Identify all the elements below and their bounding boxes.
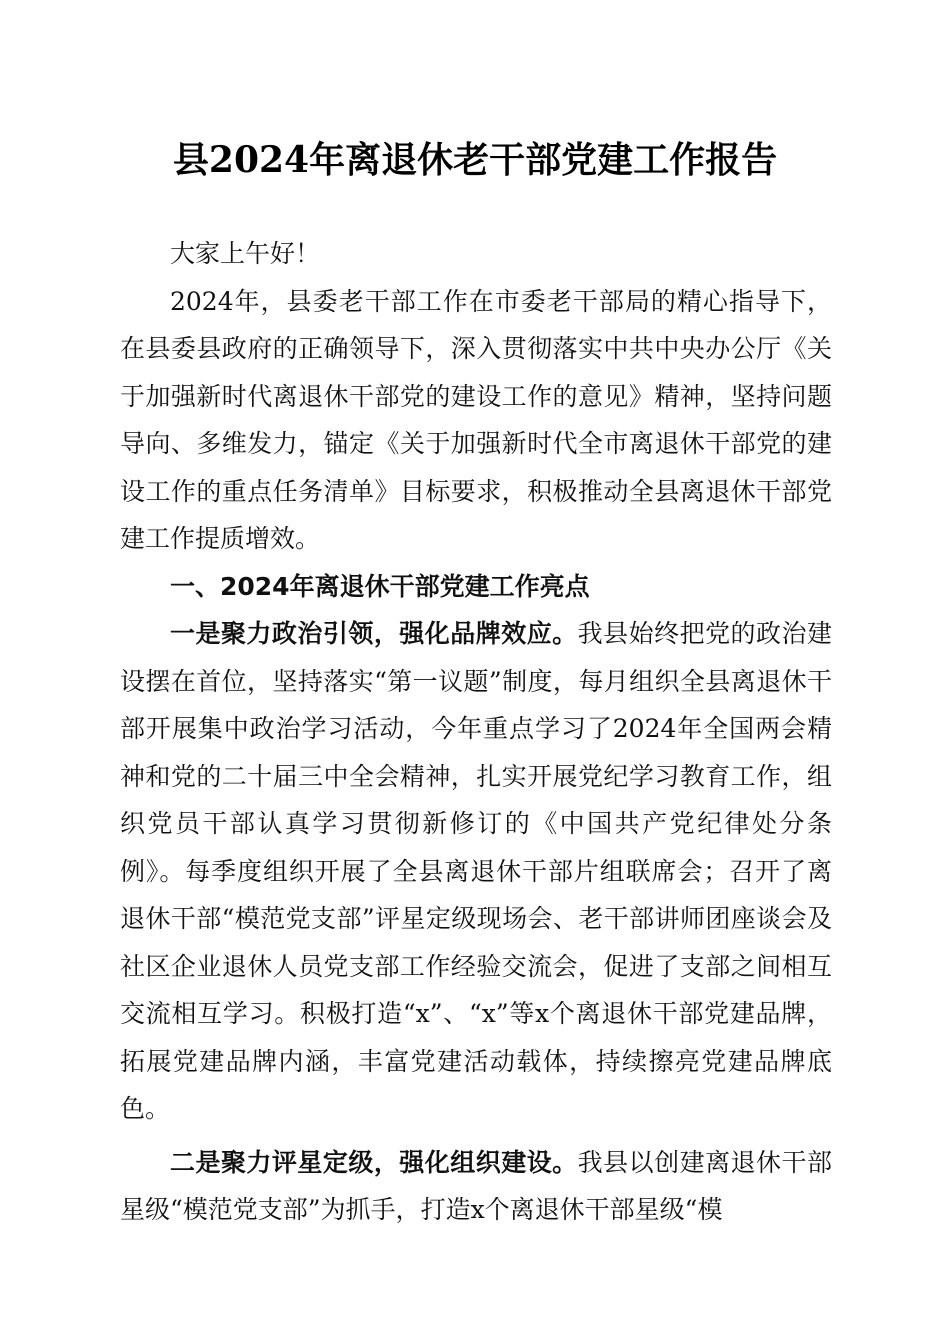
intro-paragraph: 2024年，县委老干部工作在市委老干部局的精心指导下，在县委县政府的正确领导下，深入贯彻落实中共中央办公厅《关于加强新时代离退休干部党的建设工作的意见》精神，坚持问题导向、多维发力，锚定《关于加强新时代全市离退休干部党的建设工作的重点任务清单》目标要求，积极推动全县离退休干部党建工作提质增效。 [120, 286, 832, 553]
document-body [120, 230, 832, 1234]
document-title: 县2024年离退休老干部党建工作报告 [172, 139, 778, 181]
section-heading: 一、2024年离退休干部党建工作亮点 [170, 571, 590, 601]
point-one-text: 我县始终把党的政治建设摆在首位，坚持落实“第一议题”制度，每月组织全县离退休干部开展集中政治学习活动，今年重点学习了2024年全国两会精神和党的二十届三中全会精神，扎实开展党纪学习教育工作，组织党员干部认真学习贯彻新修订的《中国共产党纪律处分条例》。每季度组织开展了全县离退休干部片组联席会；召开了离退休干部“模范党支部”评星定级现场会、老干部讲师团座谈会及社区企业退休人员党支部工作经验交流会，促进了支部之间相互交流相互学习。积极打造“x”、“x”等x个离退休干部党建品牌，拓展党建品牌内涵，丰富党建活动载体，持续擦亮党建品牌底色。 [120, 619, 832, 1123]
point-one-paragraph [120, 610, 832, 1133]
point-two-text: 我县以创建离退休干部星级“模范党支部”为抓手，打造x个离退休干部星级“模 [120, 1147, 832, 1224]
greeting-paragraph: 大家上午好！ [170, 239, 321, 268]
point-two-lead: 二是聚力评星定级，强化组织建设。 [170, 1147, 578, 1177]
point-two-paragraph [120, 1139, 832, 1234]
point-one-lead: 一是聚力政治引领，强化品牌效应。 [170, 619, 578, 648]
